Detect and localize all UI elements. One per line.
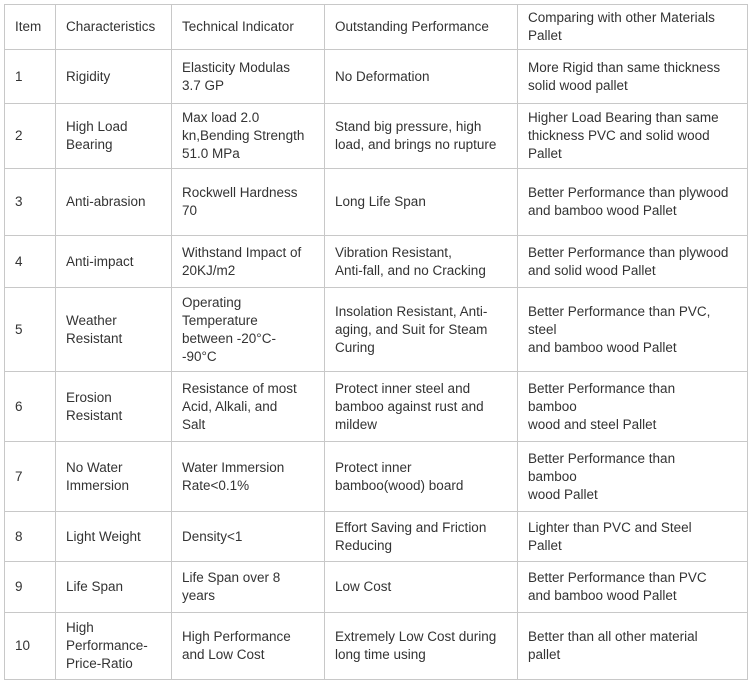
cell-technical-indicator: Rockwell Hardness 70 [172, 169, 325, 236]
cell-comparison: More Rigid than same thickness solid wood pallet [518, 50, 748, 104]
cell-item: 10 [5, 613, 56, 680]
cell-item: 9 [5, 562, 56, 613]
cell-performance: Extremely Low Cost during long time using [325, 613, 518, 680]
cell-item: 4 [5, 236, 56, 288]
cell-characteristic: Rigidity [56, 50, 172, 104]
cell-comparison: Lighter than PVC and Steel Pallet [518, 512, 748, 562]
cell-performance: Protect inner bamboo(wood) board [325, 442, 518, 512]
cell-performance: Effort Saving and Friction Reducing [325, 512, 518, 562]
cell-characteristic: Anti-abrasion [56, 169, 172, 236]
cell-comparison: Better Performance than PVC and bamboo wood Pallet [518, 562, 748, 613]
cell-technical-indicator: Resistance of most Acid, Alkali, and Salt [172, 372, 325, 442]
table-row [5, 104, 748, 169]
cell-performance: Insolation Resistant, Anti- aging, and Suit for Steam Curing [325, 288, 518, 372]
header-comparing: Comparing with other Materials Pallet [518, 5, 748, 50]
header-technical-indicator: Technical Indicator [172, 5, 325, 50]
cell-comparison: Better Performance than PVC, steel and bamboo wood Pallet [518, 288, 748, 372]
cell-technical-indicator: High Performance and Low Cost [172, 613, 325, 680]
pallet-characteristics-table [4, 4, 748, 680]
cell-characteristic: Light Weight [56, 512, 172, 562]
cell-technical-indicator: Withstand Impact of 20KJ/m2 [172, 236, 325, 288]
table-row [5, 372, 748, 442]
cell-performance: Long Life Span [325, 169, 518, 236]
header-outstanding-performance: Outstanding Performance [325, 5, 518, 50]
cell-characteristic: Erosion Resistant [56, 372, 172, 442]
table-row [5, 442, 748, 512]
cell-performance: Vibration Resistant, Anti-fall, and no Cracking [325, 236, 518, 288]
cell-comparison: Higher Load Bearing than same thickness PVC and solid wood Pallet [518, 104, 748, 169]
cell-characteristic: Life Span [56, 562, 172, 613]
cell-technical-indicator: Density<1 [172, 512, 325, 562]
table-body [5, 50, 748, 680]
header-row [5, 5, 748, 50]
cell-item: 6 [5, 372, 56, 442]
cell-performance: Stand big pressure, high load, and brings no rupture [325, 104, 518, 169]
table-row [5, 613, 748, 680]
cell-characteristic: High Load Bearing [56, 104, 172, 169]
cell-item: 2 [5, 104, 56, 169]
cell-item: 5 [5, 288, 56, 372]
table-row [5, 236, 748, 288]
cell-comparison: Better Performance than plywood and bamboo wood Pallet [518, 169, 748, 236]
cell-technical-indicator: Elasticity Modulas 3.7 GP [172, 50, 325, 104]
cell-characteristic: High Performance- Price-Ratio [56, 613, 172, 680]
cell-item: 7 [5, 442, 56, 512]
cell-technical-indicator: Water Immersion Rate<0.1% [172, 442, 325, 512]
table-row [5, 169, 748, 236]
table-row [5, 50, 748, 104]
cell-comparison: Better Performance than bamboo wood Pallet [518, 442, 748, 512]
cell-comparison: Better Performance than plywood and solid wood Pallet [518, 236, 748, 288]
cell-performance: Protect inner steel and bamboo against rust and mildew [325, 372, 518, 442]
cell-item: 1 [5, 50, 56, 104]
table-row [5, 562, 748, 613]
cell-characteristic: No Water Immersion [56, 442, 172, 512]
cell-characteristic: Weather Resistant [56, 288, 172, 372]
cell-item: 3 [5, 169, 56, 236]
header-characteristics: Characteristics [56, 5, 172, 50]
cell-technical-indicator: Max load 2.0 kn,Bending Strength 51.0 MPa [172, 104, 325, 169]
table-container [4, 4, 748, 680]
table-header [5, 5, 748, 50]
cell-performance: No Deformation [325, 50, 518, 104]
cell-comparison: Better Performance than bamboo wood and steel Pallet [518, 372, 748, 442]
cell-characteristic: Anti-impact [56, 236, 172, 288]
table-row [5, 288, 748, 372]
table-row [5, 512, 748, 562]
cell-technical-indicator: Operating Temperature between -20°C- -90°C [172, 288, 325, 372]
header-item: Item [5, 5, 56, 50]
cell-comparison: Better than all other material pallet [518, 613, 748, 680]
cell-item: 8 [5, 512, 56, 562]
cell-technical-indicator: Life Span over 8 years [172, 562, 325, 613]
cell-performance: Low Cost [325, 562, 518, 613]
